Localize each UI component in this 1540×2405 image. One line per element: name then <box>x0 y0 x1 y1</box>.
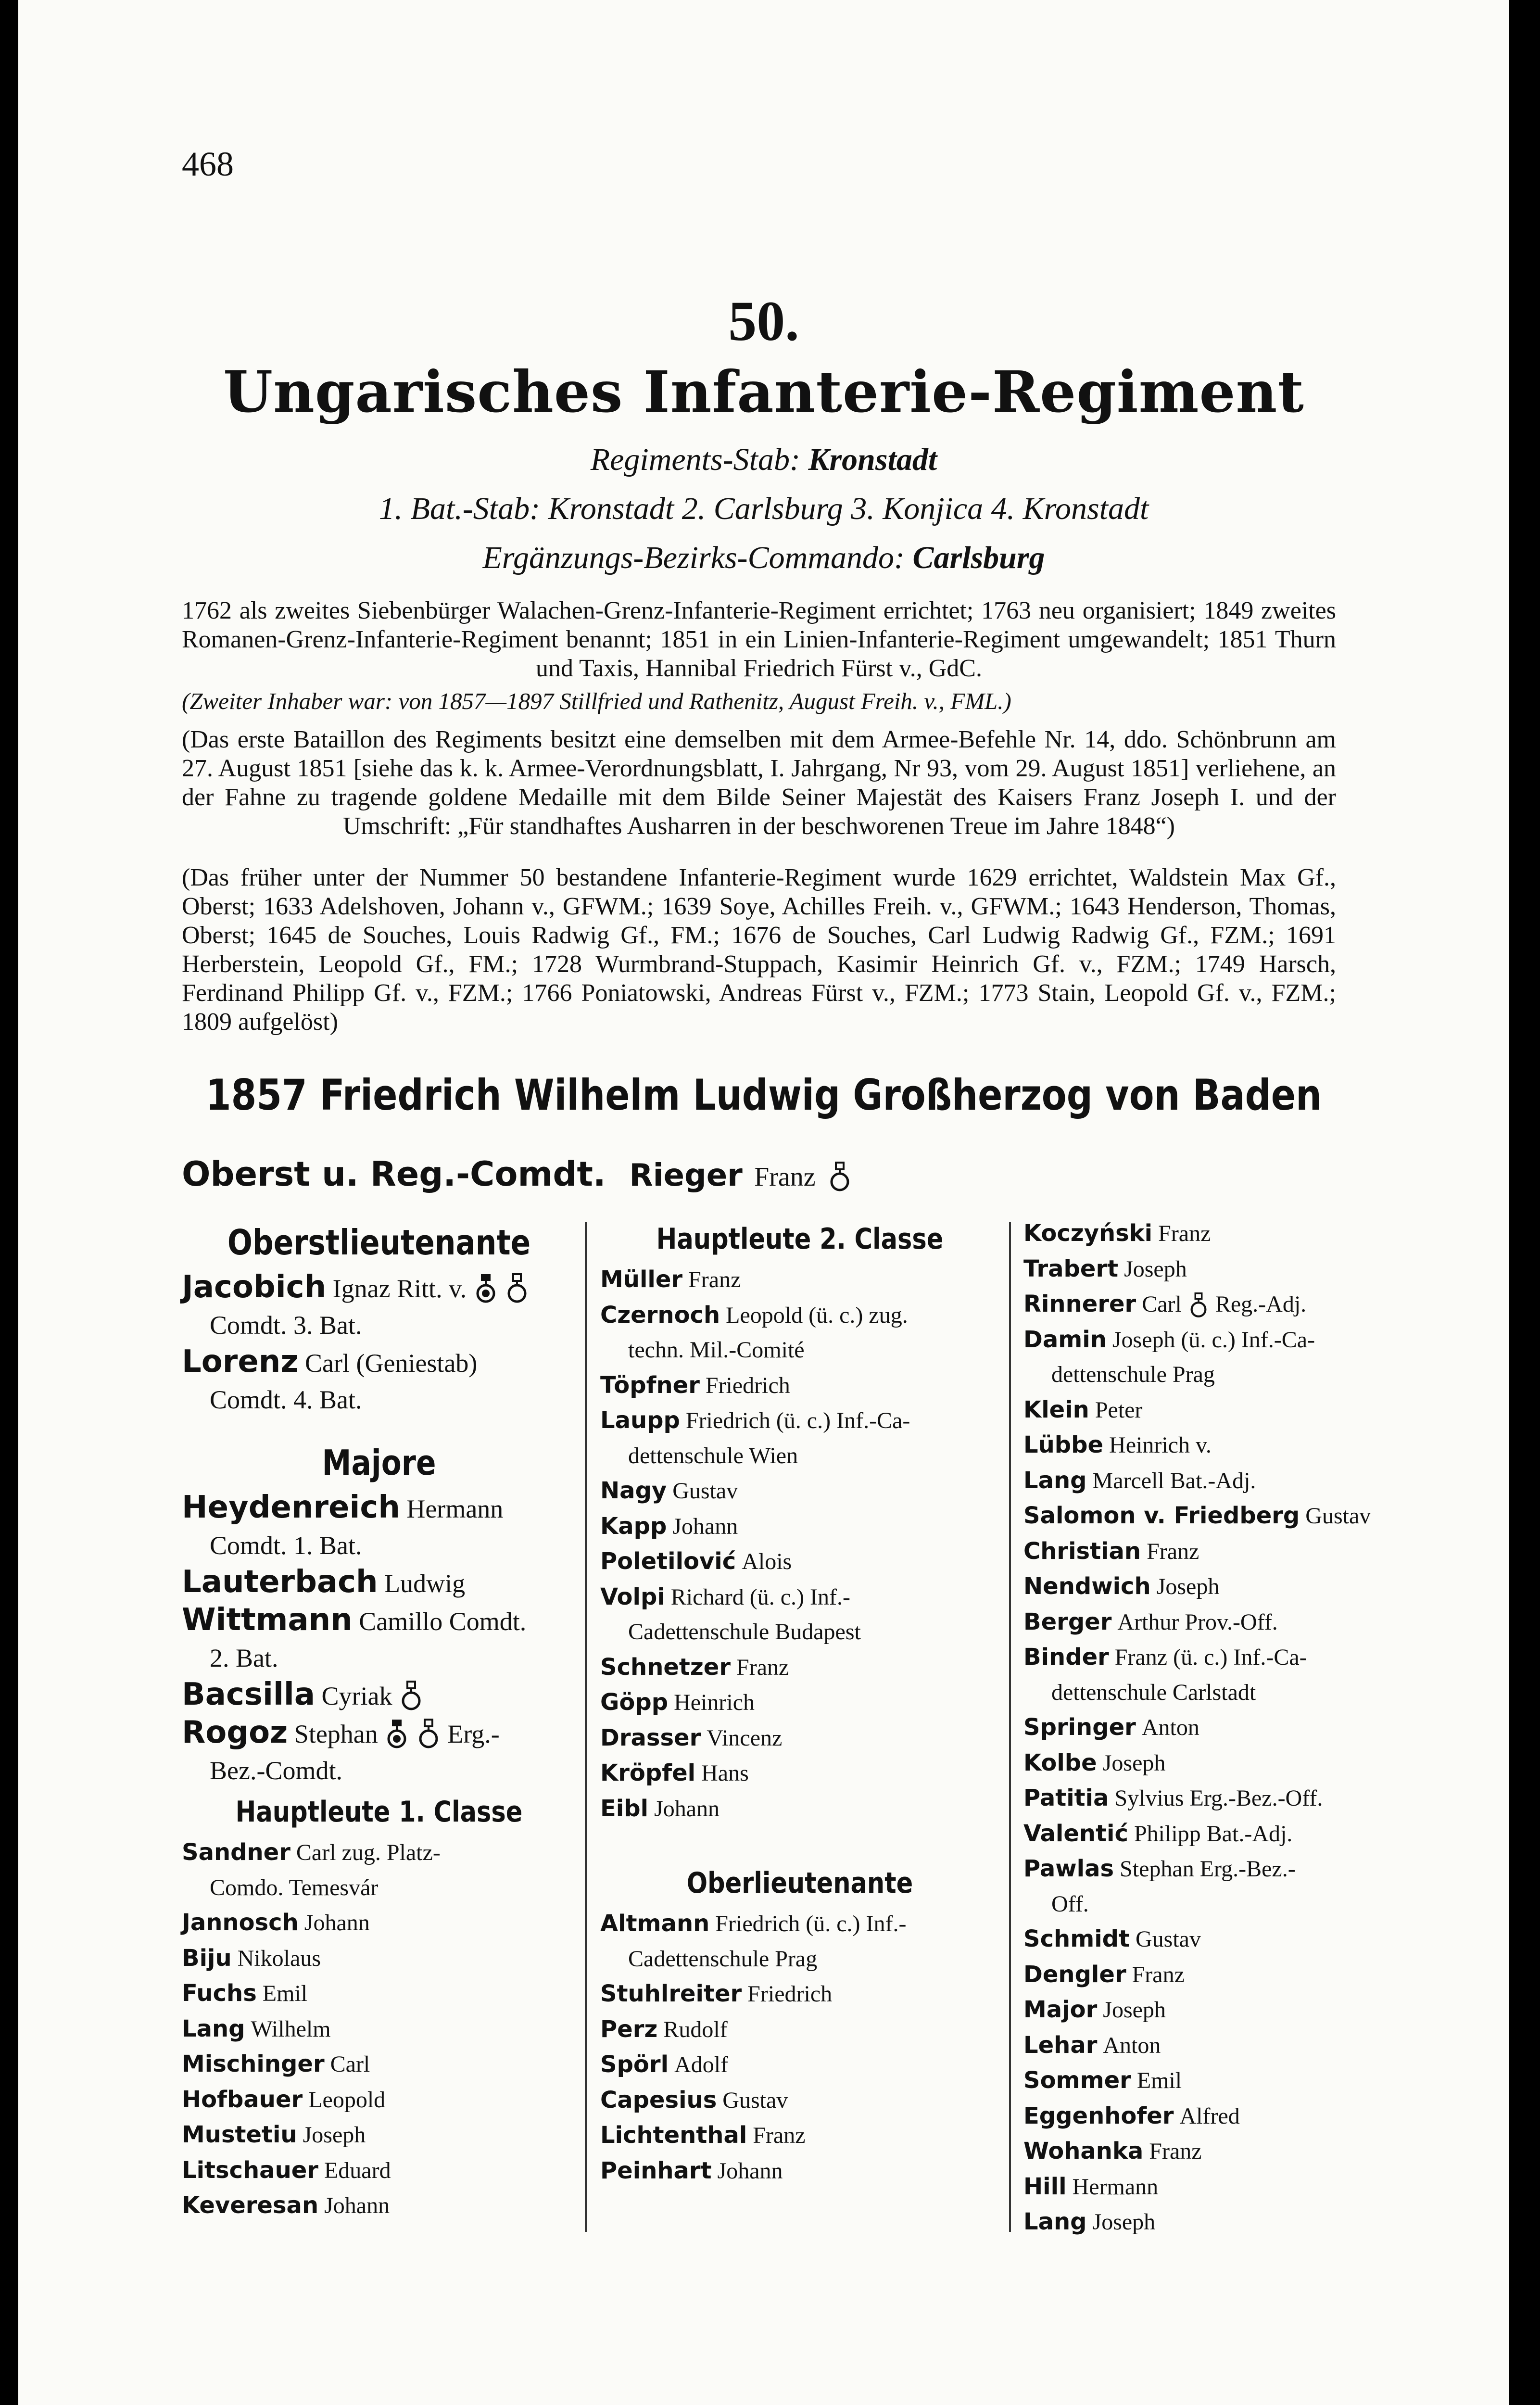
staff-city: Kronstadt <box>808 442 937 477</box>
surname: Volpi <box>600 1583 665 1610</box>
list-item <box>182 1905 576 1941</box>
recruit-command <box>18 540 1509 576</box>
list-item <box>600 2083 999 2118</box>
surname: Göpp <box>600 1689 669 1716</box>
list-item <box>600 1791 999 1827</box>
column-3 <box>1023 1216 1408 2240</box>
surname: Stuhlreiter <box>600 1980 742 2007</box>
list-item <box>1023 1428 1408 1463</box>
given-name: Marcell Bat.-Adj. <box>1092 1468 1256 1494</box>
entry-continuation: Off. <box>1051 1891 1089 1917</box>
heading-majore: Majore <box>322 1443 436 1483</box>
recruit-city: Carlsburg <box>912 540 1045 575</box>
surname: Sandner <box>182 1839 290 1866</box>
surname: Mustetiu <box>182 2121 297 2148</box>
given-name: Camillo Comdt. <box>359 1607 527 1636</box>
list-item <box>1023 1322 1408 1392</box>
given-name: Philipp Bat.-Adj. <box>1134 1821 1293 1847</box>
list-item <box>182 1714 576 1789</box>
list-item <box>182 1602 576 1676</box>
surname: Altmann <box>600 1910 710 1937</box>
list-item <box>1023 1287 1408 1322</box>
list-item <box>1023 1640 1408 1710</box>
given-name: Friedrich (ü. c.) Inf.-Ca- <box>685 1408 910 1433</box>
given-name: Arthur Prov.-Off. <box>1117 1609 1278 1635</box>
list-item <box>600 1906 999 1976</box>
surname: Lang <box>1023 1467 1087 1494</box>
given-name: Johann <box>304 1910 370 1936</box>
surname: Springer <box>1023 1714 1136 1741</box>
list-item <box>600 1580 999 1650</box>
list-item <box>1023 2204 1408 2240</box>
list-item <box>182 2117 576 2153</box>
surname: Damin <box>1023 1326 1107 1353</box>
surname: Nendwich <box>1023 1573 1151 1600</box>
medal-icon <box>506 1273 528 1304</box>
surname: Lauterbach <box>182 1564 378 1600</box>
list-item <box>182 1835 576 1905</box>
surname: Binder <box>1023 1644 1109 1671</box>
entry-continuation: dettenschule Wien <box>628 1443 798 1468</box>
given-name: Sylvius Erg.-Bez.-Off. <box>1114 1785 1323 1811</box>
given-name: Alois <box>742 1549 792 1574</box>
surname: Lehar <box>1023 2031 1098 2059</box>
regiment-owner: 1857 Friedrich Wilhelm Ludwig Großherzog von Baden <box>206 1070 1322 1120</box>
surname: Pawlas <box>1023 1855 1114 1882</box>
given-name: Carl (Geniestab) <box>305 1349 478 1378</box>
list-item <box>1023 2169 1408 2205</box>
given-name: Franz <box>753 2123 806 2148</box>
given-name: Joseph <box>1092 2209 1156 2235</box>
list-item <box>1023 2099 1408 2134</box>
list-item <box>1023 1463 1408 1499</box>
given-name: Franz <box>1158 1221 1211 1246</box>
surname: Lang <box>182 2015 245 2042</box>
surname: Schnetzer <box>600 1653 731 1681</box>
list-item <box>182 1343 576 1418</box>
list-item <box>1023 2134 1408 2169</box>
given-name: Ludwig <box>384 1569 466 1598</box>
given-name: Eduard <box>324 2157 391 2183</box>
recruit-label: Ergänzungs-Bezirks-Commando: <box>482 540 905 575</box>
medal-icon <box>418 1719 439 1749</box>
given-name: Carl zug. Platz- <box>296 1840 441 1865</box>
heading-hauptleute-1: Hauptleute 1. Classe <box>235 1795 523 1829</box>
given-name: Leopold <box>308 2087 386 2113</box>
surname: Rinnerer <box>1023 1291 1136 1317</box>
surname: Nagy <box>600 1477 667 1504</box>
entry-extra: Erg.- <box>447 1720 500 1748</box>
given-name: Joseph (ü. c.) Inf.-Ca- <box>1112 1327 1315 1353</box>
surname: Schmidt <box>1023 1925 1130 1952</box>
given-name: Stephan <box>294 1720 378 1748</box>
surname: Koczyński <box>1023 1220 1153 1247</box>
battalion-medal-note: (Das erste Bataillon des Regiments besitzt eine demselben mit dem Armee-Befehle Nr. 14, ddo. Schönbrunn am 27. August 1851 [siehe das k. k. Armee-Verordnungsblatt, I. Jahrgang, Nr 93, vom 29. August 1851] verliehene, an der Fahne zu tragende goldene Medaille mit dem Bilde Seiner Majestät des Kaisers Franz Joseph I. und der Umschrift: „Für standhaftes Ausharren in der beschworenen Treue im Jahre 1848“) <box>182 726 1336 840</box>
column-2 <box>600 1216 999 2189</box>
second-owner-note: (Zweiter Inhaber war: von 1857—1897 Stillfried und Rathenitz, August Freih. v., FML.) <box>182 688 1011 714</box>
oberst-given: Franz <box>754 1162 816 1192</box>
given-name: Joseph <box>1156 1574 1220 1599</box>
list-item <box>182 1976 576 2012</box>
given-name: Gustav <box>1135 1926 1201 1952</box>
medal-icon <box>1189 1292 1208 1318</box>
surname: Lang <box>1023 2208 1087 2235</box>
given-name: Heinrich v. <box>1109 1432 1212 1458</box>
list-item <box>182 2153 576 2189</box>
given-name: Friedrich <box>747 1981 833 2007</box>
surname: Jacobich <box>182 1269 327 1305</box>
given-name: Carl <box>330 2051 370 2077</box>
regiment-title: Ungarisches Infanterie-Regiment <box>223 358 1304 425</box>
entry-continuation: Comdt. 1. Bat. <box>210 1531 362 1560</box>
given-name: Joseph <box>1103 1997 1166 2023</box>
given-name: Rudolf <box>663 2016 728 2042</box>
surname: Major <box>1023 1996 1098 2023</box>
history-paragraph: 1762 als zweites Siebenbürger Walachen-Grenz-Infanterie-Regiment errichtet; 1763 neu organisiert; 1849 zweites Romanen-Grenz-Infanterie-Regiment benannt; 1851 in ein Linien-Infanterie-Regiment umgewandelt; 1851 Thurn und Taxis, Hannibal Friedrich Fürst v., GdC. <box>182 597 1336 682</box>
list-item <box>600 1298 999 1368</box>
cross-medal-icon <box>475 1273 496 1304</box>
list-item <box>1023 1216 1408 1252</box>
given-name: Franz <box>1132 1962 1185 1987</box>
surname: Perz <box>600 2015 658 2043</box>
list-item <box>1023 1252 1408 1287</box>
list-item <box>600 1721 999 1756</box>
given-name: Vincenz <box>707 1725 783 1751</box>
given-name: Cyriak <box>321 1682 392 1710</box>
list-item <box>1023 1922 1408 1957</box>
oberst-surname: Rieger <box>629 1158 743 1193</box>
given-name: Joseph <box>1102 1750 1166 1776</box>
list-item <box>1023 1498 1408 1534</box>
surname: Laupp <box>600 1407 680 1434</box>
entry-continuation: Cadettenschule Prag <box>628 1946 818 1972</box>
regiment-number: 50. <box>728 290 799 353</box>
given-name: Franz <box>1149 2139 1202 2164</box>
surname: Salomon v. Friedberg <box>1023 1502 1300 1529</box>
given-name: Carl <box>1142 1291 1182 1317</box>
list-item <box>600 1976 999 2012</box>
surname: Poletilović <box>600 1548 736 1575</box>
entry-continuation: Cadettenschule Budapest <box>628 1619 861 1645</box>
given-name: Hans <box>701 1760 749 1786</box>
given-name: Franz (ü. c.) Inf.-Ca- <box>1114 1645 1307 1670</box>
entry-continuation: Comdt. 4. Bat. <box>210 1385 362 1414</box>
given-name: Joseph <box>303 2122 366 2148</box>
list-item <box>182 1269 576 1343</box>
given-name: Gustav <box>672 1478 738 1504</box>
list-item <box>600 1544 999 1580</box>
surname: Litschauer <box>182 2156 318 2184</box>
entry-continuation: dettenschule Carlstadt <box>1051 1679 1256 1705</box>
list-item <box>1023 1392 1408 1428</box>
column-divider <box>1009 1222 1011 2232</box>
surname: Müller <box>600 1266 683 1293</box>
list-item <box>182 1489 576 1564</box>
given-name: Friedrich (ü. c.) Inf.- <box>715 1911 907 1937</box>
regiment-staff <box>18 442 1509 478</box>
given-name: Franz <box>688 1267 741 1292</box>
given-name: Heinrich <box>674 1690 755 1715</box>
surname: Hill <box>1023 2173 1067 2200</box>
heading-hauptleute-2: Hauptleute 2. Classe <box>656 1222 944 1256</box>
list-item <box>1023 1781 1408 1816</box>
surname: Berger <box>1023 1608 1112 1635</box>
surname: Czernoch <box>600 1301 720 1329</box>
given-name: Stephan Erg.-Bez.- <box>1120 1856 1296 1882</box>
list-item <box>600 1756 999 1791</box>
surname: Patitia <box>1023 1785 1109 1811</box>
list-item <box>600 1685 999 1721</box>
given-name: Hermann <box>1072 2174 1159 2200</box>
surname: Klein <box>1023 1396 1089 1423</box>
surname: Keveresan <box>182 2192 319 2219</box>
given-name: Johann <box>654 1796 720 1822</box>
battalion-staffs: 1. Bat.-Stab: Kronstadt 2. Carlsburg 3. Konjica 4. Kronstadt <box>379 491 1149 526</box>
surname: Bacsilla <box>182 1677 315 1712</box>
medal-icon <box>401 1681 422 1711</box>
surname: Heydenreich <box>182 1490 400 1525</box>
former-regiment-note: (Das früher unter der Nummer 50 bestandene Infanterie-Regiment wurde 1629 errichtet, Waldstein Max Gf., Oberst; 1633 Adelshoven, Johann v., GFWM.; 1639 Soye, Achilles Freih. v., GFWM.; 1643 Henderson, Thomas, Oberst; 1645 de Souches, Louis Radwig Gf., FM.; 1676 de Souches, Carl Ludwig Radwig Gf., FZM.; 1691 Herberstein, Leopold Gf., FM.; 1728 Wurmbrand-Stuppach, Kasimir Heinrich Gf. v., FZM.; 1749 Harsch, Ferdinand Philipp Gf. v., FZM.; 1766 Poniatowski, Andreas Fürst v., FZM.; 1773 Stain, Leopold Gf. v., FZM.; 1809 aufgelöst) <box>182 864 1336 1036</box>
surname: Spörl <box>600 2051 669 2078</box>
given-name: Anton <box>1103 2032 1161 2058</box>
surname: Lichtenthal <box>600 2122 747 2149</box>
page <box>18 0 1509 2405</box>
given-name: Emil <box>262 1981 308 2006</box>
list-item <box>182 2188 576 2224</box>
entry-extra: Reg.-Adj. <box>1215 1291 1307 1317</box>
list-item <box>1023 2028 1408 2063</box>
surname: Biju <box>182 1944 232 1972</box>
list-item <box>182 2047 576 2082</box>
list-item <box>1023 1534 1408 1570</box>
surname: Sommer <box>1023 2067 1131 2094</box>
column-1 <box>182 1216 576 2224</box>
surname: Dengler <box>1023 1961 1126 1988</box>
oberst-label: Oberst u. Reg.-Comdt. <box>182 1154 606 1194</box>
page-number: 468 <box>182 145 234 183</box>
given-name: Friedrich <box>705 1372 790 1398</box>
list-item <box>600 1403 999 1473</box>
list-item <box>1023 1746 1408 1781</box>
list-item <box>1023 1569 1408 1605</box>
list-item <box>600 1650 999 1685</box>
surname: Wittmann <box>182 1602 353 1638</box>
entry-continuation: Comdo. Temesvár <box>210 1874 379 1900</box>
list-item <box>600 1262 999 1298</box>
medal-icon <box>829 1162 850 1192</box>
surname: Töpfner <box>600 1371 700 1399</box>
list-item <box>600 2047 999 2083</box>
surname: Kapp <box>600 1512 667 1540</box>
given-name: Johann <box>324 2193 390 2218</box>
list-item <box>1023 1816 1408 1852</box>
surname: Trabert <box>1023 1255 1119 1282</box>
surname: Hofbauer <box>182 2086 303 2113</box>
entry-continuation: Comdt. 3. Bat. <box>210 1311 362 1340</box>
surname: Lorenz <box>182 1344 299 1380</box>
given-name: Joseph <box>1124 1256 1187 1282</box>
list-item <box>1023 1710 1408 1746</box>
given-name: Adolf <box>674 2052 729 2077</box>
surname: Drasser <box>600 1724 701 1751</box>
list-item <box>600 2153 999 2189</box>
surname: Eggenhofer <box>1023 2102 1174 2129</box>
given-name: Leopold (ü. c.) zug. <box>726 1302 908 1328</box>
list-item <box>182 2082 576 2118</box>
given-name: Franz <box>1147 1538 1199 1564</box>
list-item <box>1023 1957 1408 1993</box>
surname: Christian <box>1023 1537 1141 1565</box>
given-name: Anton <box>1141 1715 1199 1740</box>
given-name: Johann <box>672 1513 738 1539</box>
list-item <box>600 2012 999 2048</box>
given-name: Franz <box>736 1654 789 1680</box>
cross-medal-icon <box>386 1719 407 1749</box>
given-name: Johann <box>717 2158 783 2184</box>
oberst-line <box>182 1154 852 1194</box>
list-item <box>600 1473 999 1509</box>
list-item <box>182 1564 576 1602</box>
list-item <box>600 1509 999 1544</box>
entry-continuation: 2. Bat. <box>210 1644 278 1672</box>
surname: Fuchs <box>182 1980 257 2007</box>
list-item <box>182 2012 576 2047</box>
surname: Peinhart <box>600 2157 712 2184</box>
surname: Eibl <box>600 1795 649 1822</box>
surname: Rogoz <box>182 1715 288 1750</box>
entry-continuation: dettenschule Prag <box>1051 1362 1215 1387</box>
list-item <box>1023 1992 1408 2028</box>
surname: Mischinger <box>182 2051 325 2077</box>
surname: Lübbe <box>1023 1431 1104 1458</box>
list-item <box>1023 2063 1408 2099</box>
list-item <box>1023 1851 1408 1922</box>
given-name: Alfred <box>1179 2103 1240 2129</box>
surname: Kolbe <box>1023 1749 1097 1776</box>
given-name: Ignaz Ritt. v. <box>332 1274 467 1303</box>
list-item <box>600 2118 999 2153</box>
entry-continuation: Bez.-Comdt. <box>210 1756 342 1785</box>
surname: Valentić <box>1023 1820 1128 1847</box>
surname: Kröpfel <box>600 1759 696 1786</box>
list-item <box>182 1676 576 1714</box>
given-name: Emil <box>1136 2068 1182 2093</box>
staff-label: Regiments-Stab: <box>590 442 800 477</box>
given-name: Nikolaus <box>237 1945 321 1971</box>
list-item <box>1023 1605 1408 1640</box>
given-name: Richard (ü. c.) Inf.- <box>670 1584 850 1610</box>
given-name: Gustav <box>1305 1503 1371 1529</box>
column-divider <box>585 1222 587 2232</box>
surname: Jannosch <box>182 1909 299 1936</box>
heading-oberlieutenante: Oberlieutenante <box>686 1866 913 1900</box>
heading-oberstlieutenante: Oberstlieutenante <box>227 1222 531 1263</box>
list-item <box>600 1368 999 1404</box>
entry-continuation: techn. Mil.-Comité <box>628 1337 805 1363</box>
given-name: Gustav <box>722 2087 788 2113</box>
given-name: Wilhelm <box>251 2016 331 2042</box>
surname: Wohanka <box>1023 2138 1144 2164</box>
surname: Capesius <box>600 2086 717 2114</box>
given-name: Hermann <box>406 1494 504 1523</box>
list-item <box>182 1941 576 1976</box>
given-name: Peter <box>1095 1397 1143 1423</box>
